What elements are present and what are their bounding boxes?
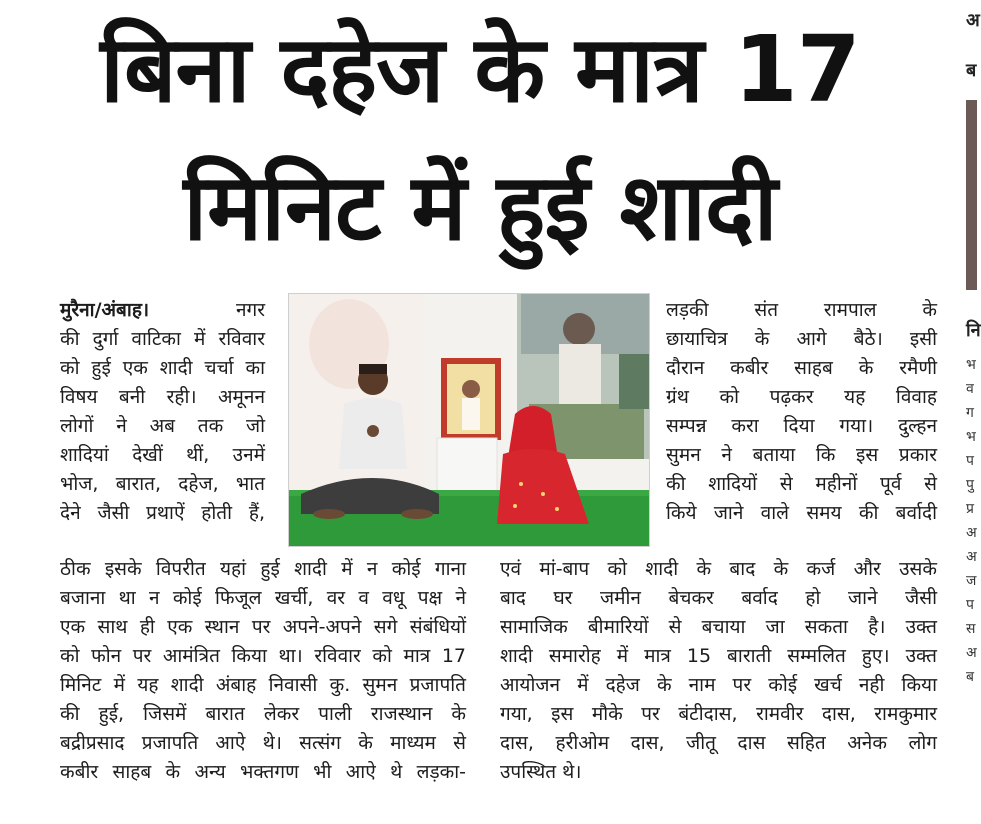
col3-line-7: की शादियों से महीनों पूर्व से: [666, 473, 937, 495]
bottom-left-line-6: की हुई, जिसमें बारात लेकर पाली राजस्थान के: [60, 703, 466, 725]
adjacent-article-text-fragment-4: भ: [966, 429, 976, 445]
adjacent-article-photo-fragment: [966, 100, 977, 290]
bottom-left-line-4: को फोन पर आमंत्रित किया था। रविवार को मात्र 17: [60, 645, 466, 667]
adjacent-article-text-fragment-7: प्र: [966, 501, 974, 517]
bottom-left-line-8: कबीर साहब के अन्य भक्तगण भी आऐ थे लड़का-: [60, 761, 466, 783]
adjacent-article-text-fragment-11: प: [966, 597, 974, 613]
adjacent-article-subhead-fragment: नि: [966, 320, 981, 341]
adjacent-article-text-fragment-12: स: [966, 621, 976, 637]
bottom-right-line-3: सामाजिक बीमारियों से बचाया जा सकता है। उक्त: [500, 616, 937, 638]
col1-line-1: [60, 296, 265, 325]
adjacent-article-text-fragment-2: व: [966, 381, 974, 397]
col3-line-3: दौरान कबीर साहब के रमैणी: [666, 357, 937, 379]
col1-line-8: देने जैसी प्रथाऐं होती हैं,: [60, 502, 265, 524]
col3-line-2: छायाचित्र के आगे बैठे। इसी: [666, 328, 937, 350]
col3-line-5: सम्पन्न करा दिया गया। दुल्हन: [666, 415, 937, 437]
col1-line-6: शादियां देखीं थीं, उनमें: [60, 444, 265, 466]
adjacent-article-text-fragment-13: अ: [966, 645, 977, 661]
wedding-photo: [288, 293, 650, 547]
col1-line-7: भोज, बारात, दहेज, भात: [60, 473, 265, 495]
bottom-left-line-5: मिनिट में यह शादी अंबाह निवासी कु. सुमन प्रजापति: [60, 674, 466, 696]
col1-line-1-text: नगर: [235, 299, 265, 321]
adjacent-article-text-fragment-3: ग: [966, 405, 974, 421]
bottom-left-line-1: ठीक इसके विपरीत यहां हुई शादी में न कोई गाना: [60, 558, 466, 580]
dateline: मुरैना/अंबाह।: [60, 299, 150, 321]
col3-line-4: ग्रंथ को पढ़कर यह विवाह: [666, 386, 937, 408]
bottom-left-line-3: एक साथ ही एक स्थान पर अपने-अपने सगे संबंधियों: [60, 616, 466, 638]
bottom-right-line-5: आयोजन में दहेज के नाम पर कोई खर्च नही किया: [500, 674, 937, 696]
col1-line-4: विषय बनी रही। अमूनन: [60, 386, 265, 408]
bottom-right-line-4: शादी समारोह में मात्र 15 बाराती सम्मलित हुए। उक्त: [500, 645, 937, 667]
adjacent-article-text-fragment-6: पु: [966, 477, 974, 493]
col3-line-8: किये जाने वाले समय की बर्वादी: [666, 502, 937, 524]
adjacent-article-headline-fragment-1: अ: [966, 10, 980, 31]
adjacent-article-text-fragment-9: अ: [966, 549, 977, 565]
col1-line-2: की दुर्गा वाटिका में रविवार: [60, 328, 265, 350]
bottom-right-line-6: गया, इस मौके पर बंटीदास, रामवीर दास, रामकुमार: [500, 703, 937, 725]
headline-line-2: मिनिट में हुई शादी: [183, 154, 777, 261]
bottom-right-line-8: उपस्थित थे।: [500, 761, 582, 783]
bottom-right-line-1: एवं मां-बाप को शादी के बाद के कर्ज और उसके: [500, 558, 937, 580]
adjacent-article-text-fragment-14: ब: [966, 669, 974, 685]
adjacent-article-text-fragment-5: प: [966, 453, 974, 469]
adjacent-article-text-fragment-10: ज: [966, 573, 977, 589]
bottom-right-line-7: दास, हरीओम दास, जीतू दास सहित अनेक लोग: [500, 732, 937, 754]
col3-line-6: सुमन ने बताया कि इस प्रकार: [666, 444, 937, 466]
bottom-left-line-2: बजाना था न कोई फिजूल खर्ची, वर व वधू पक्ष ने: [60, 587, 466, 609]
bottom-right-line-2: बाद घर जमीन बेचकर बर्वाद हो जाने जैसी: [500, 587, 937, 609]
adjacent-article-text-fragment-8: अ: [966, 525, 977, 541]
col3-line-1: लड़की संत रामपाल के: [666, 299, 937, 321]
col1-line-3: को हुई एक शादी चर्चा का: [60, 357, 265, 379]
adjacent-article-text-fragment-1: भ: [966, 357, 976, 373]
headline-line-1: बिना दहेज के मात्र 17: [100, 16, 860, 123]
bottom-left-line-7: बद्रीप्रसाद प्रजापति आऐ थे। सत्संग के माध्यम से: [60, 732, 466, 754]
col1-line-5: लोगों ने अब तक जो: [60, 415, 265, 437]
adjacent-article-headline-fragment-2: ब: [966, 60, 977, 81]
